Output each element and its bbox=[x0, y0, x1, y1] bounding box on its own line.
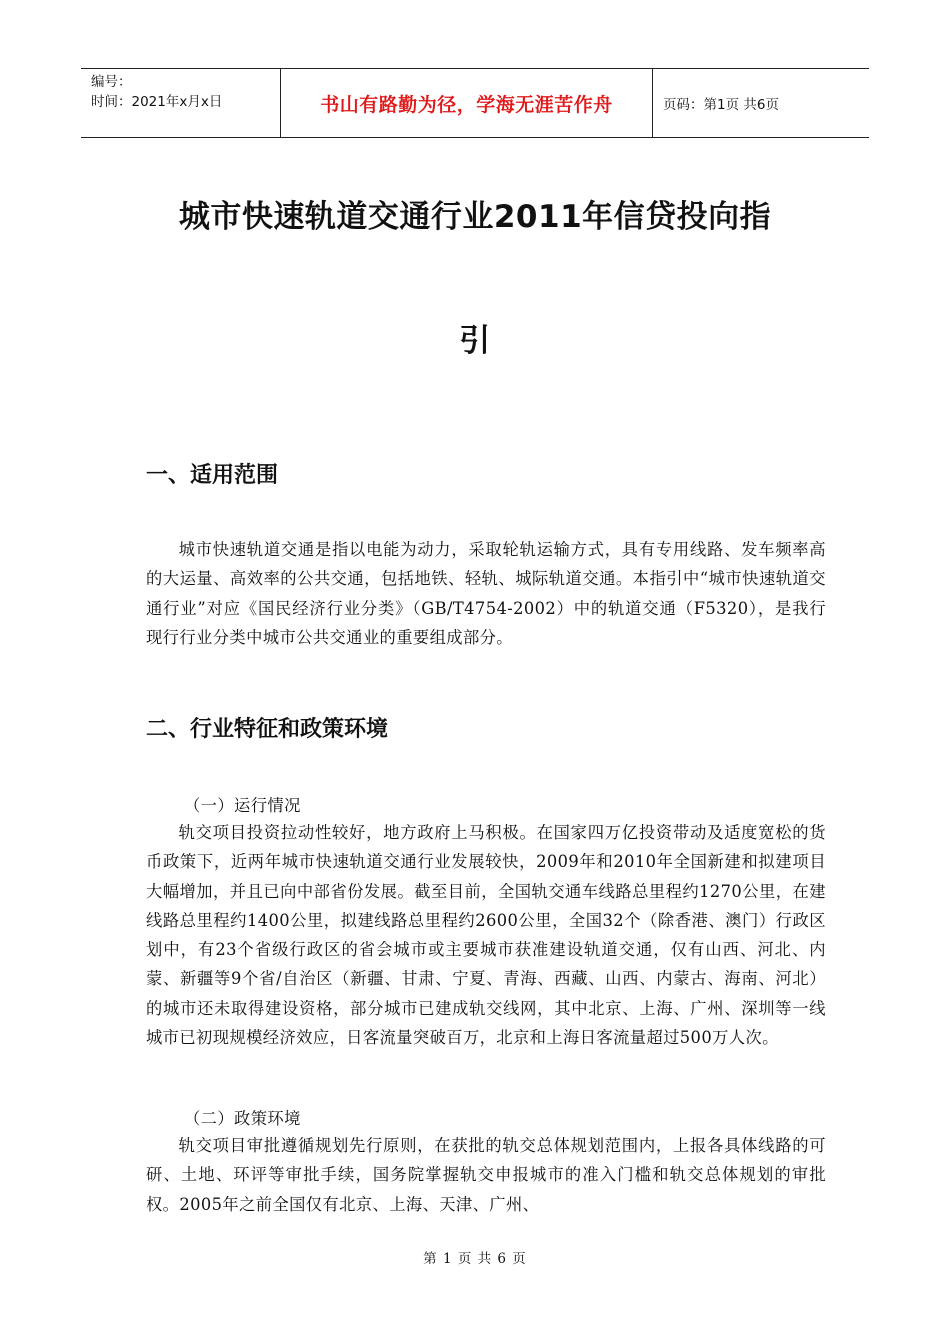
paragraph-policy: 轨交项目审批遵循规划先行原则，在获批的轨交总体规划范围内，上报各具体线路的可研、土地、环评等审批手续，国务院掌握轨交申报城市的准入门槛和轨交总体规划的审批权。2005年之前全国仅有北京、上海、天津、广州、 bbox=[146, 1136, 826, 1214]
time-label: 时间：2021年x月x日 bbox=[91, 94, 223, 110]
document-title-line2: 引 bbox=[459, 323, 491, 359]
subheading-policy: （二）政策环境 bbox=[184, 1109, 301, 1128]
header-page-cell bbox=[653, 69, 869, 137]
document-title-line1: 城市快速轨道交通行业2011年信贷投向指 bbox=[178, 199, 772, 235]
section-heading-features: 二、行业特征和政策环境 bbox=[146, 717, 389, 742]
section-heading-scope: 一、适用范围 bbox=[146, 463, 279, 488]
page-footer: 第 1 页 共 6 页 bbox=[423, 1251, 527, 1267]
number-label: 编号： bbox=[91, 74, 132, 90]
paragraph-scope: 城市快速轨道交通是指以电能为动力，采取轮轨运输方式，具有专用线路、发车频率高的大运量、高效率的公共交通，包括地铁、轻轨、城际轨道交通。本指引中“城市快速轨道交通行业”对应《国民经济行业分类》（GB/T4754-2002）中的轨道交通（F5320），是我行现行行业分类中城市公共交通业的重要组成部分。 bbox=[146, 540, 826, 647]
header-motto-cell bbox=[281, 69, 653, 137]
paragraph-operation: 轨交项目投资拉动性较好，地方政府上马积极。在国家四万亿投资带动及适度宽松的货币政策下，近两年城市快速轨道交通行业发展较快，2009年和2010年全国新建和拟建项目大幅增加，并且已向中部省份发展。截至目前，全国轨交通车线路总里程约1270公里，在建线路总里程约1400公里，拟建线路总里程约2600公里，全国32个（除香港、澳门）行政区划中，有23个省级行政区的省会城市或主要城市获准建设轨道交通，仅有山西、河北、内蒙、新疆等9个省/自治区（新疆、甘肃、宁夏、青海、西藏、山西、内蒙古、海南、河北）的城市还未取得建设资格，部分城市已建成轨交线网，其中北京、上海、广州、深圳等一线城市已初现规模经济效应，日客流量突破百万，北京和上海日客流量超过500万人次。 bbox=[146, 823, 826, 1048]
page-label: 页码：第1页 共6页 bbox=[663, 97, 779, 113]
document-header bbox=[81, 68, 869, 138]
header-meta bbox=[81, 69, 281, 137]
subheading-operation: （一）运行情况 bbox=[184, 796, 301, 815]
header-motto: 书山有路勤为径，学海无涯苦作舟 bbox=[320, 93, 613, 116]
